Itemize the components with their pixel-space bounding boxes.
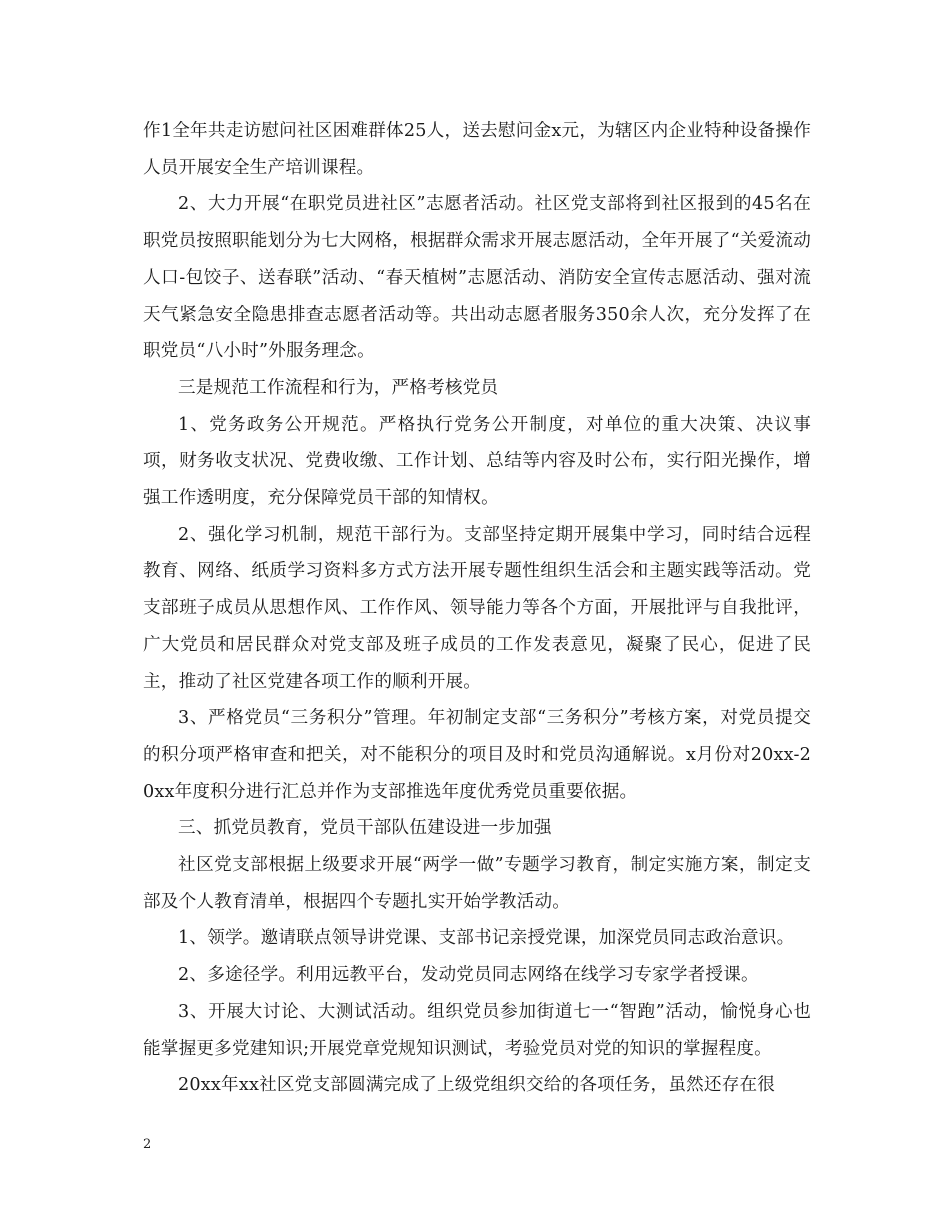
paragraph-1: 作1全年共走访慰问社区困难群体25人，送去慰问金x元，为辖区内企业特种设备操作人员开展安全生产培训课程。: [143, 121, 811, 178]
paragraph-12: 20xx年xx社区党支部圆满完成了上级党组织交给的各项任务，虽然还存在很: [178, 1075, 776, 1096]
section-heading-party-education: 三、抓党员教育，党员干部队伍建设进一步加强: [178, 818, 552, 839]
paragraph-10: 2、多途径学。利用远教平台，发动党员同志网络在线学习专家学者授课。: [178, 965, 759, 986]
section-heading-standardize-workflow: 三是规范工作流程和行为，严格考核党员: [178, 377, 499, 398]
paragraph-8: 社区党支部根据上级要求开展“两学一做”专题学习教育，制定实施方案，制定支部及个人教育清单，根据四个专题扎实开始学教活动。: [143, 855, 811, 912]
paragraph-2: 2、大力开展“在职党员进社区”志愿者活动。社区党支部将到社区报到的45名在职党员按照职能划分为七大网格，根据群众需求开展志愿活动，全年开展了“关爱流动人口-包饺子、送春联”活动、“春天植树”志愿活动、消防安全宣传志愿活动、强对流天气紧急安全隐患排查志愿者活动等。共出动志愿者服务350余人次，充分发挥了在职党员“八小时”外服务理念。: [143, 194, 811, 362]
paragraph-6: 3、严格党员“三务积分”管理。年初制定支部“三务积分”考核方案，对党员提交的积分项严格审查和把关，对不能积分的项目及时和党员沟通解说。x月份对20xx-20xx年度积分进行汇总并作为支部推选年度优秀党员重要依据。: [143, 708, 811, 802]
paragraph-11: 3、开展大讨论、大测试活动。组织党员参加街道七一“智跑”活动，愉悦身心也能掌握更多党建知识;开展党章党规知识测试，考验党员对党的知识的掌握程度。: [143, 1001, 811, 1059]
document-body: [143, 113, 811, 1104]
paragraph-9: 1、领学。邀请联点领导讲党课、支部书记亲授党课，加深党员同志政治意识。: [178, 928, 795, 949]
paragraph-4: 1、党务政务公开规范。严格执行党务公开制度，对单位的重大决策、决议事项，财务收支状况、党费收缴、工作计划、总结等内容及时公布，实行阳光操作，增强工作透明度，充分保障党员干部的知情权。: [143, 414, 811, 509]
page-number: 2: [143, 1137, 152, 1152]
paragraph-5: 2、强化学习机制，规范干部行为。支部坚持定期开展集中学习，同时结合远程教育、网络、纸质学习资料多方式方法开展专题性组织生活会和主题实践等活动。党支部班子成员从思想作风、工作作风、领导能力等各个方面，开展批评与自我批评，广大党员和居民群众对党支部及班子成员的工作发表意见，凝聚了民心，促进了民主，推动了社区党建各项工作的顺利开展。: [143, 524, 811, 692]
